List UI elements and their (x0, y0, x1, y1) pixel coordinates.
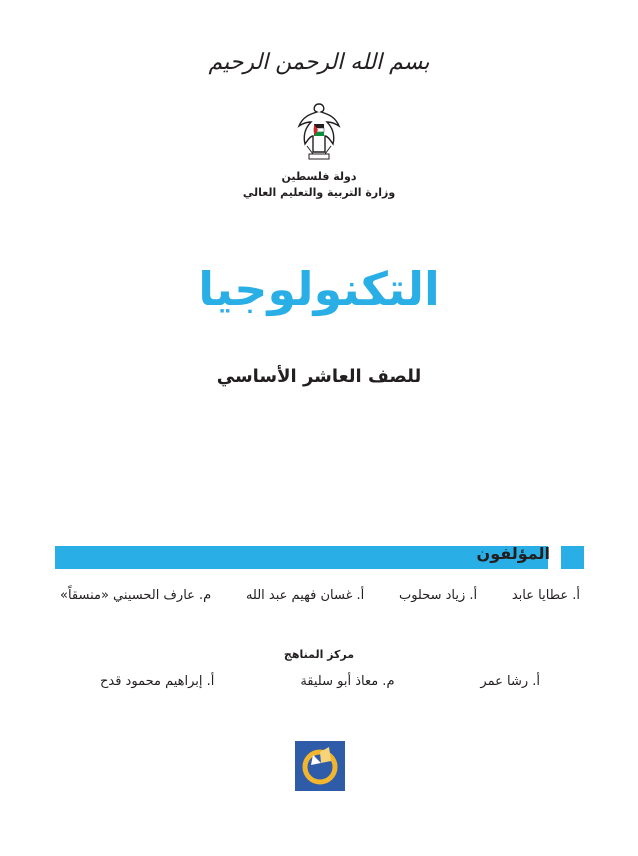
author-name: أ. غسان فهيم عبد الله (245, 588, 365, 603)
basmala: بسم الله الرحمن الرحيم (208, 50, 430, 75)
author-name: أ. عطايا عابد (511, 588, 580, 603)
authors-label: المؤلفون (476, 544, 550, 563)
member-name: أ. رشا عمر (480, 674, 540, 689)
member-name: م. معاذ أبو سليقة (300, 674, 395, 689)
ministry-name: وزارة التربية والتعليم العالي (242, 186, 396, 199)
author-name: م. عارف الحسيني «منسقاً» (60, 588, 212, 603)
book-grade: للصف العاشر الأساسي (216, 366, 422, 387)
book-title: التكنولوجيا (198, 262, 440, 316)
authors-list (60, 588, 580, 610)
state-name: دولة فلسطين (281, 170, 357, 183)
curriculum-center-logo (295, 741, 345, 791)
authors-marker-square (561, 546, 584, 569)
member-name: أ. إبراهيم محمود قدح (100, 674, 215, 689)
palestine-eagle-emblem (295, 100, 343, 164)
author-name: أ. زياد سحلوب (398, 588, 478, 603)
curriculum-center-list (100, 674, 540, 696)
curriculum-center-label: مركز المناهج (283, 648, 355, 661)
